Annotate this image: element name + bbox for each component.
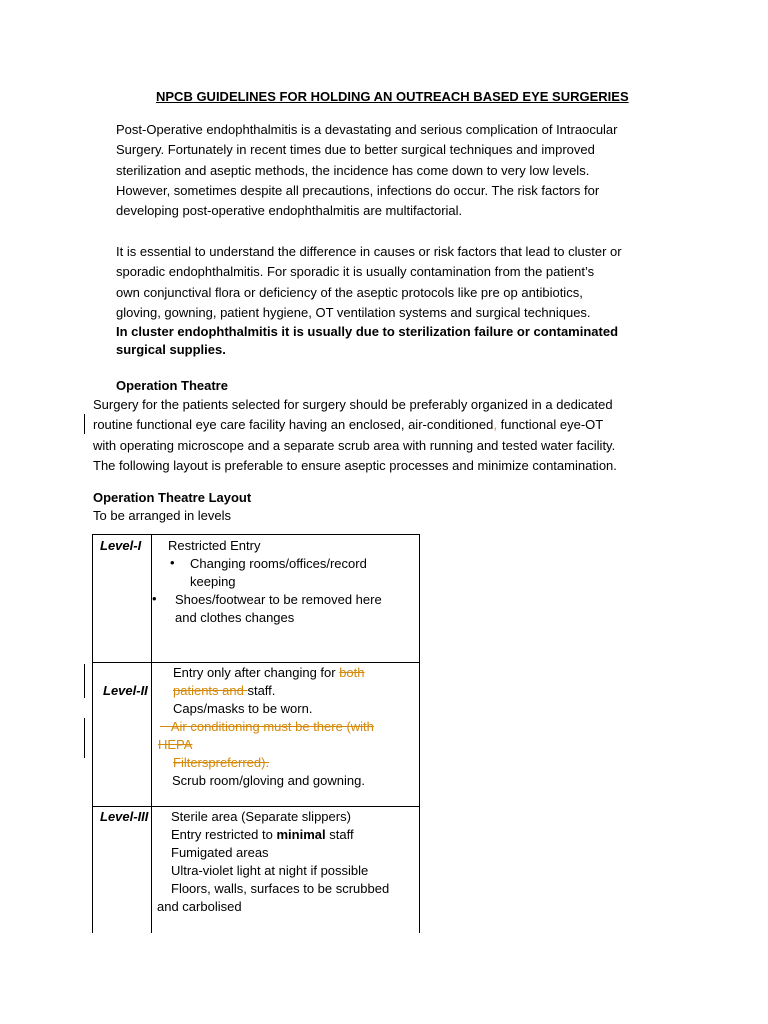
layout-heading: Operation Theatre Layout — [93, 490, 252, 505]
ot-line: Surgery for the patients selected for surgery should be preferably organized in a dedicated — [93, 397, 613, 412]
cluster-line: surgical supplies. — [116, 342, 226, 357]
level-3-floors: Floors, walls, surfaces to be scrubbed — [171, 881, 390, 896]
level-2-deleted-ac: Air conditioning must be there (with — [170, 719, 374, 734]
ot-heading: Operation Theatre — [116, 378, 228, 393]
levels-table — [92, 534, 420, 933]
level-1-item: Shoes/footwear to be removed here — [175, 592, 382, 607]
ot-line: The following layout is preferable to ensure aseptic processes and minimize contamination. — [93, 457, 617, 473]
table-row-level-2 — [93, 663, 420, 807]
ot-line: with operating microscope and a separate scrub area with running and tested water facility. — [93, 437, 616, 453]
level-label-cell — [93, 535, 152, 663]
level-1-item-cont: keeping — [190, 574, 236, 589]
level-3-sterile: Sterile area (Separate slippers) — [171, 809, 351, 824]
bullet-icon: • — [170, 555, 175, 570]
level-2-content — [152, 663, 420, 807]
level-2-deleted-filters: Filterspreferred). — [173, 755, 270, 770]
causes-line: own conjunctival flora or deficiency of the aseptic protocols like pre op antibiotics, — [116, 284, 583, 300]
ot-paragraph — [93, 395, 617, 476]
level-3-fumigated: Fumigated areas — [171, 845, 269, 860]
intro-paragraph — [116, 120, 618, 221]
layout-subheading: To be arranged in levels — [93, 508, 232, 523]
level-3-uv: Ultra-violet light at night if possible — [171, 863, 369, 878]
causes-paragraph — [116, 242, 622, 323]
ot-line: routine functional eye care facility having an enclosed, air-conditioned, functional eye-OT — [93, 417, 604, 433]
level-label-cell — [93, 663, 152, 807]
level-1-item: Changing rooms/offices/record — [190, 556, 367, 571]
intro-line: However, sometimes despite all precautions, infections do occur. The risk factors for — [116, 182, 600, 198]
intro-line: Surgery. Fortunately in recent times due to better surgical techniques and improved — [116, 142, 595, 158]
change-bar — [84, 414, 85, 434]
causes-line: It is essential to understand the difference in causes or risk factors that lead to cluster or — [116, 244, 622, 259]
intro-line: sterilization and aseptic methods, the incidence has come down to very low levels. — [116, 162, 590, 178]
level-1-heading: Restricted Entry — [168, 538, 261, 553]
level-2-entry-cont: patients and staff. — [173, 683, 276, 698]
page-title: NPCB GUIDELINES FOR HOLDING AN OUTREACH BASED EYE SURGERIES — [156, 89, 629, 104]
change-bar — [84, 718, 85, 758]
level-2-entry: Entry only after changing for both — [173, 665, 365, 680]
level-3-label: Level-III — [100, 809, 149, 824]
intro-line: Post-Operative endophthalmitis is a devastating and serious complication of Intraocular — [116, 122, 618, 137]
level-2-scrub: Scrub room/gloving and gowning. — [172, 773, 365, 788]
level-3-carbolised: and carbolised — [157, 899, 242, 914]
causes-line: sporadic endophthalmitis. For sporadic it is usually contamination from the patient’s — [116, 264, 595, 280]
level-3-entry: Entry restricted to minimal staff — [171, 827, 354, 842]
cluster-line: In cluster endophthalmitis it is usually due to sterilization failure or contaminated — [116, 324, 619, 339]
level-label-cell — [93, 807, 152, 933]
cluster-statement — [116, 323, 618, 359]
bullet-icon: • — [152, 591, 157, 606]
table-row-level-1 — [93, 535, 420, 663]
level-3-content — [152, 807, 420, 933]
table-row-level-3 — [93, 807, 420, 933]
level-2-deleted-hepa: HEPA — [158, 737, 193, 752]
level-1-item-cont: and clothes changes — [175, 610, 295, 625]
level-1-content — [152, 535, 420, 663]
change-bar — [84, 664, 85, 698]
intro-line: developing post-operative endophthalmitis are multifactorial. — [116, 203, 463, 219]
level-2-label: Level-II — [103, 683, 148, 698]
level-1-label: Level-I — [100, 538, 142, 553]
level-2-caps: Caps/masks to be worn. — [173, 701, 313, 716]
causes-line: gloving, gowning, patient hygiene, OT ventilation systems and surgical techniques. — [116, 304, 591, 320]
